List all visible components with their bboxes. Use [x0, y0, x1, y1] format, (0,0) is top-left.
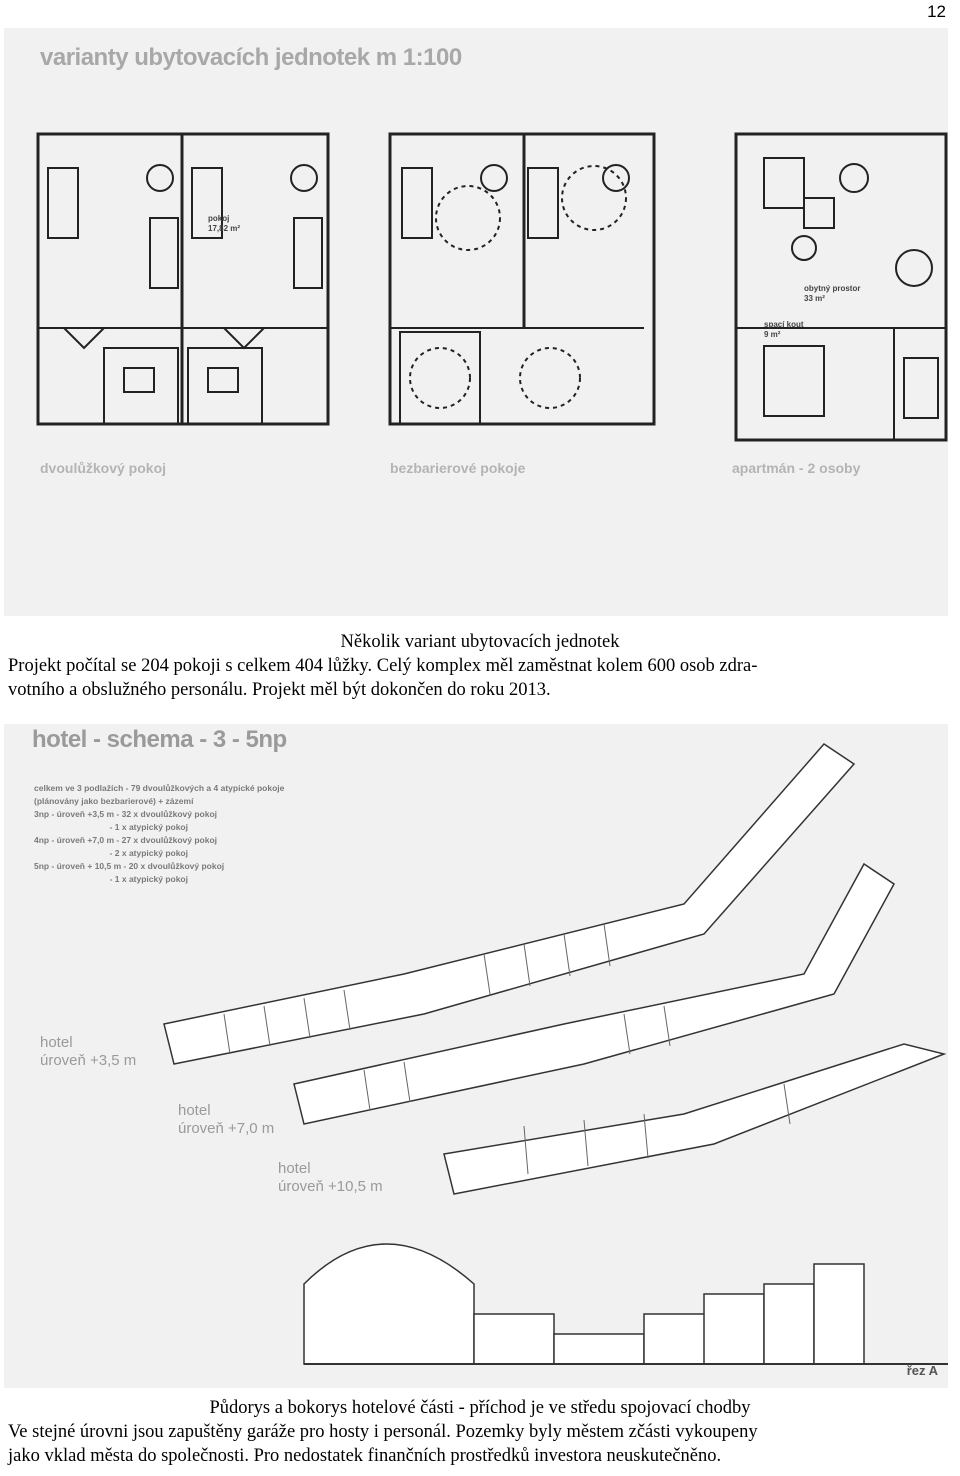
plan-label-double: dvoulůžkový pokoj — [40, 460, 167, 476]
room-note-spaci: spací kout 9 m² — [764, 320, 804, 339]
caption2-line2: jako vklad města do společnosti. Pro nedostatek finančních prostředků investora neuskutečněno. — [8, 1446, 722, 1466]
level-label-3-5: hotel úroveň +3,5 m — [40, 1034, 137, 1069]
room-note-obytny: obytný prostor 33 m² — [804, 284, 861, 303]
section-label: řez A — [906, 1363, 938, 1378]
level-label-10-5: hotel úroveň +10,5 m — [278, 1160, 383, 1195]
caption1-title: Několik variant ubytovacích jednotek — [340, 632, 620, 652]
plan-label-barrier-free: bezbarierové pokoje — [390, 460, 526, 476]
page-number: 12 — [927, 2, 946, 21]
caption1-line1: Projekt počítal se 204 pokoji s celkem 404 lůžky. Celý komplex měl zaměstnat kolem 600 osob zdra- — [8, 656, 758, 676]
plan-label-apartment: apartmán - 2 osoby — [732, 460, 861, 476]
floor-plans-title: varianty ubytovacích jednotek m 1:100 — [40, 44, 462, 71]
caption2-line1: Ve stejné úrovni jsou zapuštěny garáže pro hosty i personál. Pozemky byly městem zčásti vykoupeny — [8, 1422, 758, 1442]
hotel-scheme-figure — [4, 724, 948, 1388]
room-note-pokoj: pokoj 17,82 m² — [208, 214, 241, 233]
caption1-line2: votního a obslužného personálu. Projekt měl být dokončen do roku 2013. — [8, 680, 551, 700]
hotel-legend: celkem ve 3 podlažích - 79 dvoulůžkových a 4 atypické pokoje (plánovány jako bezbarierové) + zázemí 3np - úroveň +3,5 m - 32 x dvoulůžkový pokoj - 1 x atypický pokoj 4np - úroveň +7,0 m - 27 x dvoulůžkový pokoj - 2 x atypický pokoj 5np - úroveň + 10,5 m - 20 x dvoulůžkový pokoj - 1 x atypický pokoj — [34, 783, 285, 884]
caption2-title: Půdorys a bokorys hotelové části - příchod je ve středu spojovací chodby — [209, 1398, 751, 1418]
floor-plans-figure — [4, 28, 948, 616]
level-label-7-0: hotel úroveň +7,0 m — [178, 1102, 275, 1137]
hotel-scheme-title: hotel - schema - 3 - 5np — [32, 726, 287, 753]
floor-plans-drawing — [4, 28, 948, 616]
